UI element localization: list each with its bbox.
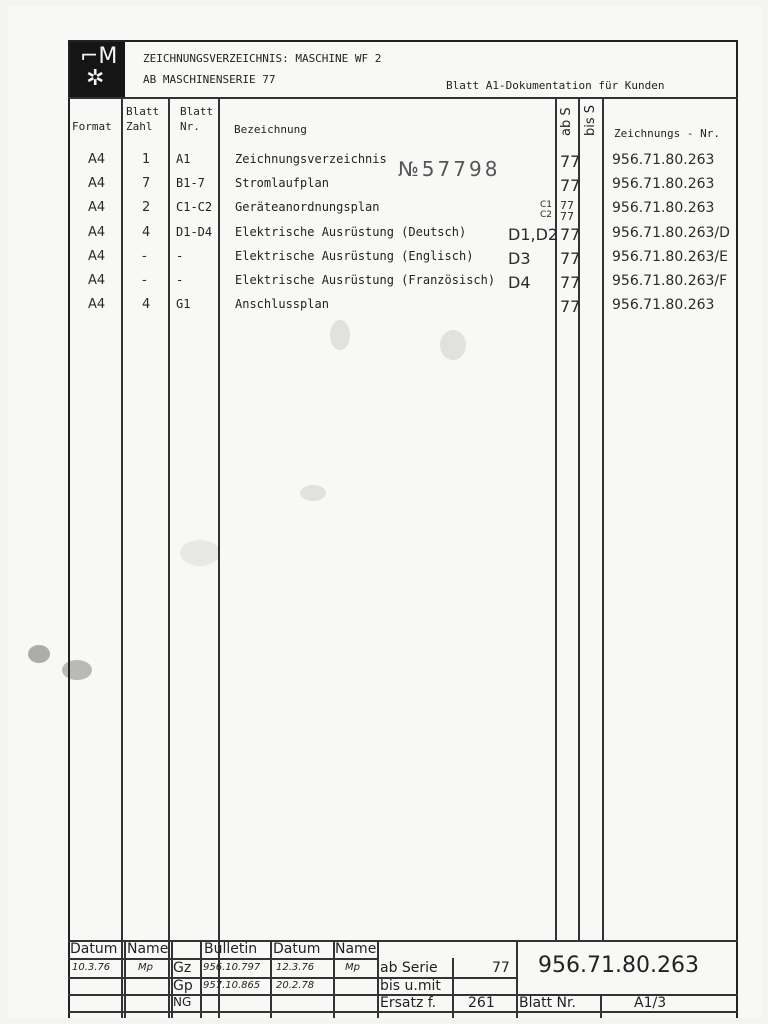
row-bez: Elektrische Ausrüstung (Deutsch) [235, 225, 467, 239]
col-format: Format [72, 120, 112, 133]
col-bis-s: bis S [583, 104, 598, 136]
row-nr: D1-D4 [176, 225, 213, 239]
tb-gz-name2: Mp [345, 962, 360, 973]
row-nr: A1 [176, 152, 191, 166]
tb-ab-serie-label: ab Serie [380, 960, 438, 976]
column-divider [121, 97, 123, 1018]
row-bez: Elektrische Ausrüstung (Französisch) [235, 273, 496, 287]
row-zahl: - [142, 273, 147, 288]
row-bez: Anschlussplan [235, 297, 329, 311]
col-blatt-zahl-1: Blatt [126, 105, 160, 118]
tb-gz-label: Gz [173, 960, 192, 976]
header-subtitle: Blatt A1-Dokumentation für Kunden [446, 79, 665, 92]
row-format: A4 [88, 273, 106, 288]
row-bez: Elektrische Ausrüstung (Englisch) [235, 249, 474, 263]
row-ab: 77 77 [560, 199, 574, 223]
titleblock-top [68, 940, 738, 942]
tb-ab-serie-value: 77 [492, 960, 510, 976]
row-znr: 956.71.80.263 [612, 297, 715, 313]
row-zahl: 7 [142, 176, 151, 191]
row-ab: 77 [560, 297, 581, 316]
titleblock-line [68, 1011, 738, 1013]
tb-bulletin-label: Bulletin [204, 941, 258, 957]
header-line1: ZEICHNUNGSVERZEICHNIS: MASCHINE WF 2 [143, 52, 382, 65]
titleblock-divider [200, 940, 202, 1018]
col-ab-s: ab S [559, 107, 574, 136]
row-ref: D1,D2 [508, 225, 559, 244]
row-ab: 77 [560, 152, 581, 171]
row-format: A4 [88, 152, 106, 167]
header-line2: AB MASCHINENSERIE 77 [143, 73, 276, 86]
row-nr: C1-C2 [176, 200, 213, 214]
column-divider [555, 97, 557, 940]
ink-smudge [28, 645, 50, 663]
tb-gz-name: Mp [138, 962, 153, 973]
titleblock-divider [377, 940, 379, 1018]
tb-datum-label: Datum [70, 941, 118, 957]
titleblock-divider [124, 940, 126, 1018]
row-zahl: 4 [142, 225, 151, 240]
titleblock-divider [600, 994, 602, 1018]
row-znr: 956.71.80.263 [612, 152, 715, 168]
row-zahl: - [142, 249, 147, 264]
col-blatt-nr-1: Blatt [180, 105, 214, 118]
row-nr: - [176, 249, 184, 263]
tb-gp-label: Gp [173, 978, 193, 994]
column-divider [168, 97, 170, 1018]
row-zahl: 4 [142, 297, 151, 312]
row-ref: D4 [508, 273, 531, 292]
row-nr: B1-7 [176, 176, 205, 190]
row-format: A4 [88, 176, 106, 191]
col-bezeichnung: Bezeichnung [234, 123, 307, 136]
tb-datum2-label: Datum [273, 941, 321, 957]
row-bez: Stromlaufplan [235, 176, 329, 190]
tb-bis-umit-label: bis u.mit [380, 978, 441, 994]
row-znr: 956.71.80.263 [612, 176, 715, 192]
row-ab: 77 [560, 273, 581, 292]
col-zeichnungs-nr: Zeichnungs - Nr. [614, 127, 720, 140]
tb-name2-label: Name [335, 941, 377, 957]
company-logo: ⌐M ✲ [70, 42, 125, 97]
tb-drawing-number: 956.71.80.263 [538, 953, 699, 978]
row-bez: Geräteanordnungsplan [235, 200, 380, 214]
row-nr: - [176, 273, 184, 287]
tb-ng-label: NG [173, 995, 192, 1009]
col-blatt-zahl-2: Zahl [126, 120, 153, 133]
tb-gz-datum: 10.3.76 [72, 962, 111, 973]
tb-ersatz-value: 261 [468, 995, 495, 1011]
titleblock-divider [270, 940, 272, 1018]
row-format: A4 [88, 225, 106, 240]
row-ab: 77 [560, 249, 581, 268]
row-zahl: 2 [142, 200, 151, 215]
row-znr: 956.71.80.263 [612, 200, 715, 216]
row-znr: 956.71.80.263/D [612, 225, 730, 241]
tb-name-label: Name [127, 941, 169, 957]
archive-stamp: №57798 [398, 157, 501, 181]
titleblock-line [68, 977, 516, 979]
row-bez: Zeichnungsverzeichnis [235, 152, 387, 166]
row-ab: 77 [560, 225, 581, 244]
row-ab: 77 [560, 176, 581, 195]
row-znr: 956.71.80.263/F [612, 273, 728, 289]
row-ref: D3 [508, 249, 531, 268]
col-blatt-nr-2: Nr. [180, 120, 200, 133]
row-format: A4 [88, 249, 106, 264]
column-divider [578, 97, 580, 940]
tb-gp-datum2: 20.2.78 [276, 980, 315, 991]
tb-blatt-nr-value: A1/3 [634, 995, 667, 1011]
tb-gz-datum2: 12.3.76 [276, 962, 315, 973]
titleblock-line [68, 958, 378, 960]
row-format: A4 [88, 297, 106, 312]
row-znr: 956.71.80.263/E [612, 249, 728, 265]
row-ref: C1 C2 [540, 200, 553, 220]
column-divider [602, 97, 604, 940]
tb-blatt-nr-label: Blatt Nr. [519, 995, 576, 1011]
row-nr: G1 [176, 297, 191, 311]
row-format: A4 [88, 200, 106, 215]
tb-gz-bulletin: 956.10.797 [203, 962, 261, 973]
row-zahl: 1 [142, 152, 151, 167]
tb-gp-bulletin: 957.10.865 [203, 980, 261, 991]
tb-ersatz-label: Ersatz f. [380, 995, 437, 1011]
titleblock-divider [516, 940, 518, 1018]
titleblock-divider [452, 958, 454, 1018]
column-divider [218, 97, 220, 1018]
